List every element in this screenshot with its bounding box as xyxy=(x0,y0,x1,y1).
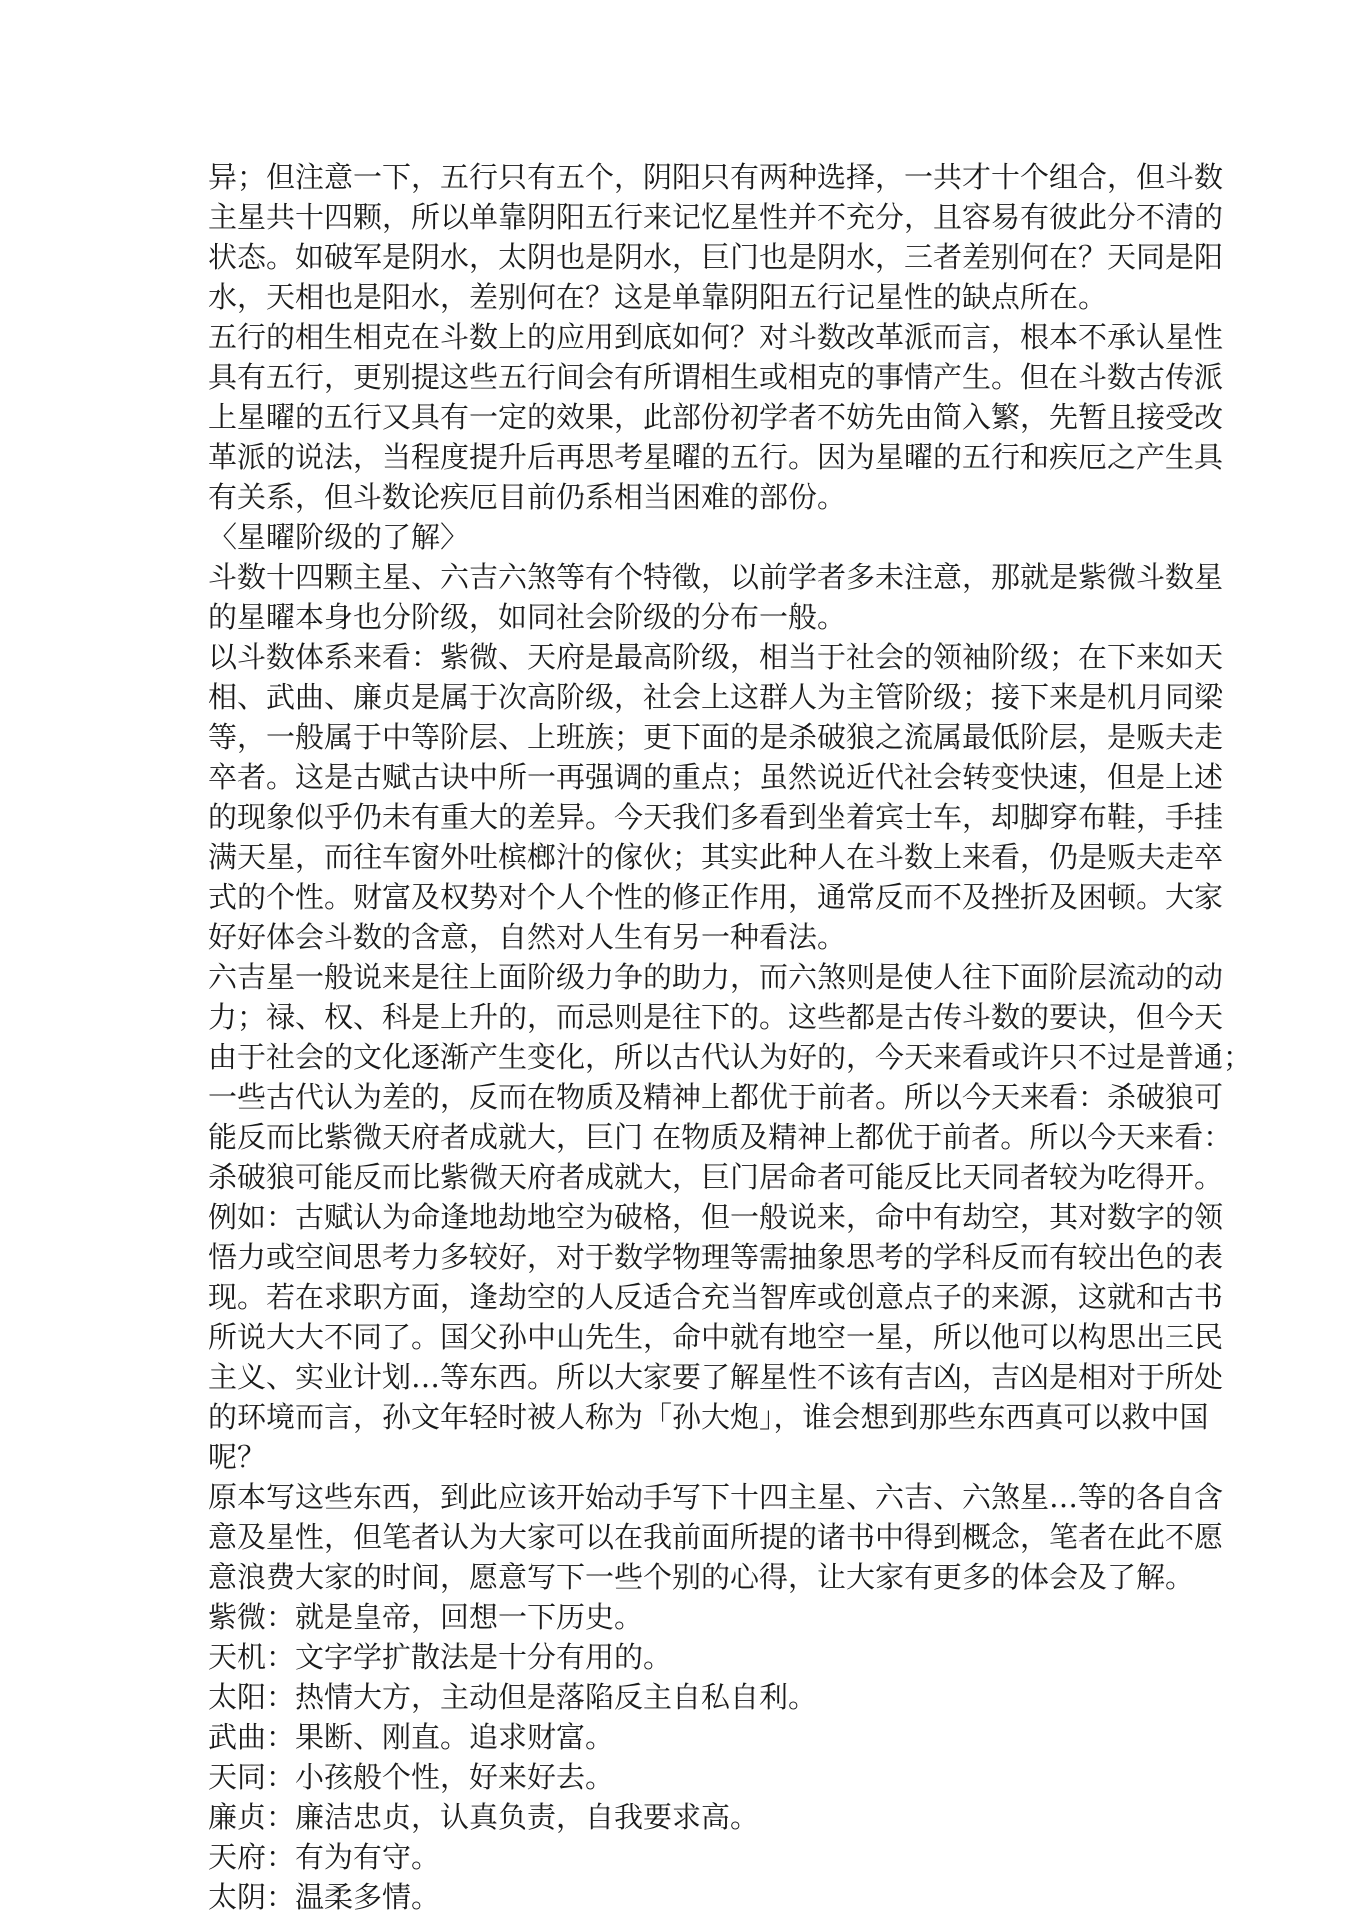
text-line: 主星共十四颗，所以单靠阴阳五行来记忆星性并不充分，且容易有彼此分不清的 xyxy=(208,200,1224,234)
text-line: 能反而比紫微天府者成就大，巨门 在物质及精神上都优于前者。所以今天来看： xyxy=(208,1120,1233,1154)
paragraph-star-tiantong xyxy=(208,1757,1163,1797)
text-line: 意及星性，但笔者认为大家可以在我前面所提的诸书中得到概念，笔者在此不愿 xyxy=(208,1520,1224,1554)
text-line: 一些古代认为差的，反而在物质及精神上都优于前者。所以今天来看：杀破狼可 xyxy=(208,1080,1224,1114)
paragraph-wuxing-limits xyxy=(208,157,1224,317)
text-line: 呢？ xyxy=(208,1440,267,1474)
text-line: 等，一般属于中等阶层、上班族；更下面的是杀破狼之流属最低阶层，是贩夫走 xyxy=(208,720,1224,754)
paragraph-section-heading xyxy=(208,517,1163,557)
text-line: 满天星，而往车窗外吐槟榔汁的傢伙；其实此种人在斗数上来看，仍是贩夫走卒 xyxy=(208,840,1224,874)
text-line: 有关系，但斗数论疾厄目前仍系相当困难的部份。 xyxy=(208,480,847,514)
text-line: 式的个性。财富及权势对个人个性的修正作用，通常反而不及挫折及困顿。大家 xyxy=(208,880,1224,914)
text-line: 天机：文字学扩散法是十分有用的。 xyxy=(208,1640,673,1674)
paragraph-star-classes-intro xyxy=(208,557,1224,637)
text-line: 太阴：温柔多情。 xyxy=(208,1880,441,1914)
paragraph-star-tianfu xyxy=(208,1837,1163,1877)
text-line: 斗数十四颗主星、六吉六煞等有个特徵，以前学者多未注意，那就是紫微斗数星 xyxy=(208,560,1224,594)
paragraph-six-auspicious xyxy=(208,957,1253,1477)
paragraph-star-lianzhen xyxy=(208,1797,1163,1837)
text-line: 水，天相也是阳水，差别何在？这是单靠阴阳五行记星性的缺点所在。 xyxy=(208,280,1108,314)
text-line: 革派的说法，当程度提升后再思考星曜的五行。因为星曜的五行和疾厄之产生具 xyxy=(208,440,1224,474)
text-line: 以斗数体系来看：紫微、天府是最高阶级，相当于社会的领袖阶级；在下来如天 xyxy=(208,640,1224,674)
paragraph-star-wuqu xyxy=(208,1717,1163,1757)
text-line: 廉贞：廉洁忠贞，认真负责，自我要求高。 xyxy=(208,1800,760,1834)
text-line: 上星曜的五行又具有一定的效果，此部份初学者不妨先由简入繁，先暂且接受改 xyxy=(208,400,1224,434)
text-line: 的星曜本身也分阶级，如同社会阶级的分布一般。 xyxy=(208,600,847,634)
text-line: 例如：古赋认为命逢地劫地空为破格，但一般说来，命中有劫空，其对数字的领 xyxy=(208,1200,1224,1234)
paragraph-star-classes-system xyxy=(208,637,1224,957)
text-line: 由于社会的文化逐渐产生变化，所以古代认为好的，今天来看或许只不过是普通； xyxy=(208,1040,1253,1074)
text-line: 相、武曲、廉贞是属于次高阶级，社会上这群人为主管阶级；接下来是机月同梁 xyxy=(208,680,1224,714)
paragraph-wuxing-application xyxy=(208,317,1224,517)
paragraph-star-tianji xyxy=(208,1637,1163,1677)
paragraph-star-taiyin xyxy=(208,1877,1163,1917)
text-line: 具有五行，更别提这些五行间会有所谓相生或相克的事情产生。但在斗数古传派 xyxy=(208,360,1224,394)
text-line: 杀破狼可能反而比紫微天府者成就大，巨门居命者可能反比天同者较为吃得开。 xyxy=(208,1160,1224,1194)
text-line: 〈星曜阶级的了解〉 xyxy=(208,520,470,554)
text-line: 悟力或空间思考力多较好，对于数学物理等需抽象思考的学科反而有较出色的表 xyxy=(208,1240,1224,1274)
text-line: 主义、实业计划…等东西。所以大家要了解星性不该有吉凶，吉凶是相对于所处 xyxy=(208,1360,1224,1394)
paragraph-author-note xyxy=(208,1477,1224,1597)
text-line: 异；但注意一下，五行只有五个，阴阳只有两种选择，一共才十个组合，但斗数 xyxy=(208,160,1224,194)
text-line: 卒者。这是古赋古诀中所一再强调的重点；虽然说近代社会转变快速，但是上述 xyxy=(208,760,1224,794)
paragraph-star-ziwei xyxy=(208,1597,1163,1637)
text-line: 天同：小孩般个性，好来好去。 xyxy=(208,1760,615,1794)
text-line: 太阳：热情大方，主动但是落陷反主自私自利。 xyxy=(208,1680,818,1714)
text-line: 好好体会斗数的含意，自然对人生有另一种看法。 xyxy=(208,920,847,954)
text-line: 意浪费大家的时间，愿意写下一些个别的心得，让大家有更多的体会及了解。 xyxy=(208,1560,1195,1594)
text-line: 力；禄、权、科是上升的，而忌则是往下的。这些都是古传斗数的要诀，但今天 xyxy=(208,1000,1224,1034)
text-line: 紫微：就是皇帝，回想一下历史。 xyxy=(208,1600,644,1634)
text-line: 现。若在求职方面，逢劫空的人反适合充当智库或创意点子的来源，这就和古书 xyxy=(208,1280,1224,1314)
document-page xyxy=(208,157,1253,1917)
text-line: 天府：有为有守。 xyxy=(208,1840,441,1874)
text-line: 六吉星一般说来是往上面阶级力争的助力，而六煞则是使人往下面阶层流动的动 xyxy=(208,960,1224,994)
text-line: 原本写这些东西，到此应该开始动手写下十四主星、六吉、六煞星…等的各自含 xyxy=(208,1480,1224,1514)
text-line: 的环境而言，孙文年轻时被人称为「孙大炮」，谁会想到那些东西真可以救中国 xyxy=(208,1400,1209,1434)
text-line: 所说大大不同了。国父孙中山先生，命中就有地空一星，所以他可以构思出三民 xyxy=(208,1320,1224,1354)
text-line: 的现象似乎仍未有重大的差异。今天我们多看到坐着宾士车，却脚穿布鞋，手挂 xyxy=(208,800,1224,834)
text-line: 五行的相生相克在斗数上的应用到底如何？对斗数改革派而言，根本不承认星性 xyxy=(208,320,1224,354)
text-line: 状态。如破军是阴水，太阴也是阴水，巨门也是阴水，三者差别何在？天同是阳 xyxy=(208,240,1224,274)
text-line: 武曲：果断、刚直。追求财富。 xyxy=(208,1720,615,1754)
paragraph-star-taiyang xyxy=(208,1677,1163,1717)
